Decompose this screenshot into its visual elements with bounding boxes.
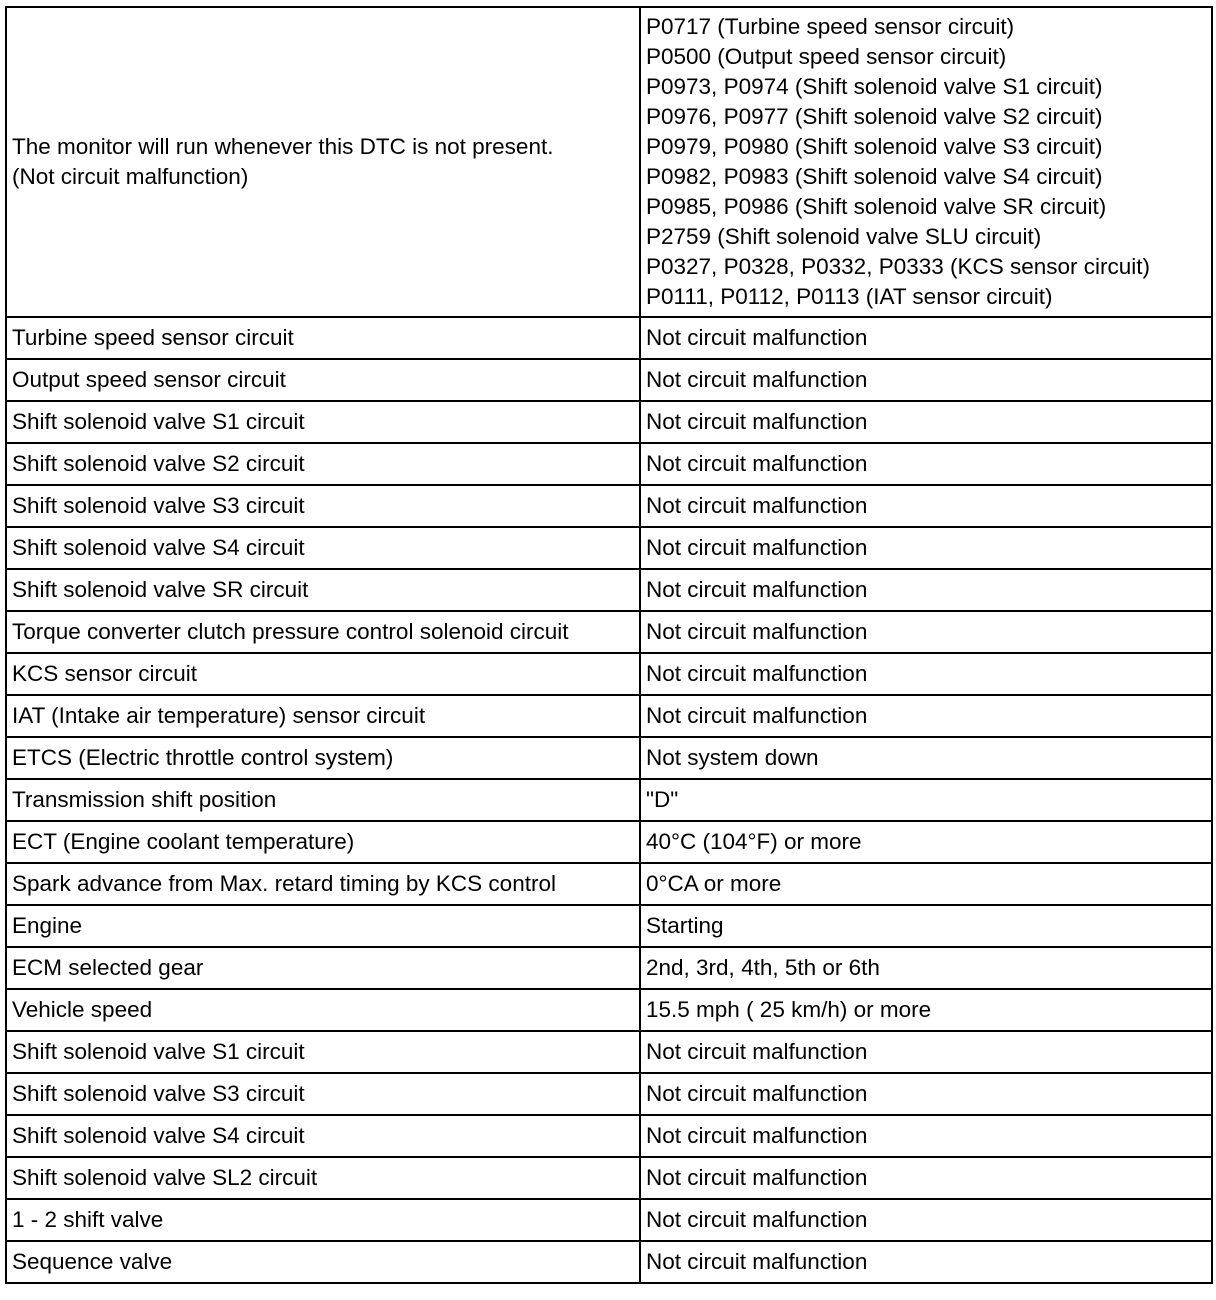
table-row bbox=[6, 569, 1212, 611]
condition-value-cell: Not circuit malfunction bbox=[640, 611, 1212, 653]
condition-item-cell: ECT (Engine coolant temperature) bbox=[6, 821, 640, 863]
table-row bbox=[6, 779, 1212, 821]
condition-item-cell: Shift solenoid valve S3 circuit bbox=[6, 1073, 640, 1115]
condition-value-cell: 0°CA or more bbox=[640, 863, 1212, 905]
table-row bbox=[6, 401, 1212, 443]
condition-item-cell: Spark advance from Max. retard timing by KCS control bbox=[6, 863, 640, 905]
table-row bbox=[6, 359, 1212, 401]
condition-value-cell: Not circuit malfunction bbox=[640, 443, 1212, 485]
table-row bbox=[6, 821, 1212, 863]
condition-value-cell: Not circuit malfunction bbox=[640, 485, 1212, 527]
condition-item-cell: Vehicle speed bbox=[6, 989, 640, 1031]
condition-value-cell: Not circuit malfunction bbox=[640, 695, 1212, 737]
dtc-line: P2759 (Shift solenoid valve SLU circuit) bbox=[646, 224, 1042, 249]
condition-value-cell: Not circuit malfunction bbox=[640, 1031, 1212, 1073]
condition-value-cell: 15.5 mph ( 25 km/h) or more bbox=[640, 989, 1212, 1031]
table-body bbox=[6, 7, 1212, 1283]
condition-value-cell: Not circuit malfunction bbox=[640, 317, 1212, 359]
dtc-line: P0982, P0983 (Shift solenoid valve S4 circuit) bbox=[646, 164, 1103, 189]
table-row bbox=[6, 989, 1212, 1031]
table-row bbox=[6, 947, 1212, 989]
condition-value-cell: Not circuit malfunction bbox=[640, 527, 1212, 569]
table-row bbox=[6, 695, 1212, 737]
dtc-line: P0327, P0328, P0332, P0333 (KCS sensor circuit) bbox=[646, 254, 1151, 279]
dtc-line: P0717 (Turbine speed sensor circuit) bbox=[646, 14, 1015, 39]
condition-value-cell: Not circuit malfunction bbox=[640, 359, 1212, 401]
condition-item-cell: IAT (Intake air temperature) sensor circuit bbox=[6, 695, 640, 737]
conditions-table-container bbox=[5, 6, 1210, 1284]
condition-item-cell: Torque converter clutch pressure control solenoid circuit bbox=[6, 611, 640, 653]
table-row bbox=[6, 1073, 1212, 1115]
table-row bbox=[6, 1157, 1212, 1199]
condition-value-cell: Not circuit malfunction bbox=[640, 1241, 1212, 1283]
condition-item-cell: Sequence valve bbox=[6, 1241, 640, 1283]
condition-value-cell: Not circuit malfunction bbox=[640, 569, 1212, 611]
dtc-line: P0973, P0974 (Shift solenoid valve S1 circuit) bbox=[646, 74, 1103, 99]
condition-value-cell: 2nd, 3rd, 4th, 5th or 6th bbox=[640, 947, 1212, 989]
condition-item-cell: Shift solenoid valve S3 circuit bbox=[6, 485, 640, 527]
monitor-condition-line: The monitor will run whenever this DTC is not present. bbox=[12, 134, 554, 159]
condition-value-cell: "D" bbox=[640, 779, 1212, 821]
table-row bbox=[6, 905, 1212, 947]
condition-item-cell: Engine bbox=[6, 905, 640, 947]
table-row bbox=[6, 1241, 1212, 1283]
dtc-list-cell bbox=[640, 7, 1212, 317]
condition-item-cell: Shift solenoid valve SR circuit bbox=[6, 569, 640, 611]
condition-item-cell: 1 - 2 shift valve bbox=[6, 1199, 640, 1241]
condition-item-cell: Shift solenoid valve S4 circuit bbox=[6, 527, 640, 569]
condition-value-cell: Not circuit malfunction bbox=[640, 1157, 1212, 1199]
condition-value-cell: Not circuit malfunction bbox=[640, 401, 1212, 443]
table-row bbox=[6, 1199, 1212, 1241]
condition-item-cell: Shift solenoid valve S4 circuit bbox=[6, 1115, 640, 1157]
table-row bbox=[6, 527, 1212, 569]
condition-item-cell: Shift solenoid valve S1 circuit bbox=[6, 1031, 640, 1073]
condition-item-cell: Shift solenoid valve SL2 circuit bbox=[6, 1157, 640, 1199]
condition-value-cell: Not system down bbox=[640, 737, 1212, 779]
dtc-line: P0979, P0980 (Shift solenoid valve S3 circuit) bbox=[646, 134, 1103, 159]
monitor-condition-cell bbox=[6, 7, 640, 317]
table-row bbox=[6, 737, 1212, 779]
dtc-line: P0111, P0112, P0113 (IAT sensor circuit) bbox=[646, 284, 1053, 309]
condition-value-cell: Starting bbox=[640, 905, 1212, 947]
condition-item-cell: Shift solenoid valve S2 circuit bbox=[6, 443, 640, 485]
dtc-line: P0976, P0977 (Shift solenoid valve S2 circuit) bbox=[646, 104, 1103, 129]
condition-value-cell: 40°C (104°F) or more bbox=[640, 821, 1212, 863]
condition-value-cell: Not circuit malfunction bbox=[640, 1073, 1212, 1115]
table-row-monitor-dtcs bbox=[6, 7, 1212, 317]
condition-item-cell: Transmission shift position bbox=[6, 779, 640, 821]
table-row bbox=[6, 443, 1212, 485]
table-row bbox=[6, 611, 1212, 653]
dtc-line: P0500 (Output speed sensor circuit) bbox=[646, 44, 1007, 69]
monitor-condition-line: (Not circuit malfunction) bbox=[12, 164, 249, 189]
dtc-line: P0985, P0986 (Shift solenoid valve SR circuit) bbox=[646, 194, 1107, 219]
table-row bbox=[6, 863, 1212, 905]
condition-item-cell: Shift solenoid valve S1 circuit bbox=[6, 401, 640, 443]
condition-value-cell: Not circuit malfunction bbox=[640, 653, 1212, 695]
table-row bbox=[6, 317, 1212, 359]
condition-item-cell: ECM selected gear bbox=[6, 947, 640, 989]
table-row bbox=[6, 1115, 1212, 1157]
condition-item-cell: Turbine speed sensor circuit bbox=[6, 317, 640, 359]
table-row bbox=[6, 485, 1212, 527]
condition-value-cell: Not circuit malfunction bbox=[640, 1115, 1212, 1157]
condition-item-cell: Output speed sensor circuit bbox=[6, 359, 640, 401]
condition-item-cell: ETCS (Electric throttle control system) bbox=[6, 737, 640, 779]
table-row bbox=[6, 653, 1212, 695]
conditions-table bbox=[5, 6, 1213, 1284]
condition-item-cell: KCS sensor circuit bbox=[6, 653, 640, 695]
table-row bbox=[6, 1031, 1212, 1073]
condition-value-cell: Not circuit malfunction bbox=[640, 1199, 1212, 1241]
